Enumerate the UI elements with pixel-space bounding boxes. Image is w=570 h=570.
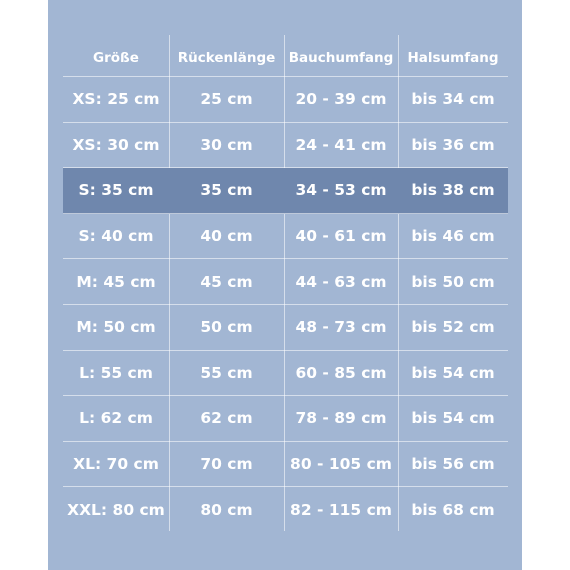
cell-back-length: 25 cm	[200, 90, 253, 109]
cell-back-length: 40 cm	[200, 227, 253, 246]
cell-neck-girth: bis 56 cm	[411, 455, 495, 474]
cell-neck-girth: bis 34 cm	[411, 90, 495, 109]
cell-neck-girth: bis 36 cm	[411, 135, 495, 154]
cell-neck-girth: bis 54 cm	[411, 409, 495, 428]
cell-belly-girth: 48 - 73 cm	[295, 318, 387, 337]
table-row	[63, 351, 508, 397]
header-belly-girth: Bauchumfang	[288, 49, 394, 66]
cell-back-length: 30 cm	[200, 135, 253, 154]
cell-belly-girth: 80 - 105 cm	[290, 455, 392, 474]
cell-neck-girth: bis 46 cm	[411, 227, 495, 246]
table-row	[63, 305, 508, 351]
cell-belly-girth: 78 - 89 cm	[295, 409, 387, 428]
cell-size: L: 55 cm	[79, 363, 153, 382]
table-row	[63, 214, 508, 260]
cell-size: M: 45 cm	[76, 272, 156, 291]
table-row	[63, 396, 508, 442]
table-row	[63, 259, 508, 305]
size-table	[63, 35, 508, 533]
cell-size: S: 35 cm	[78, 181, 154, 200]
cell-size: M: 50 cm	[76, 318, 156, 337]
cell-belly-girth: 34 - 53 cm	[295, 181, 387, 200]
cell-size: XS: 25 cm	[72, 90, 160, 109]
cell-size: XL: 70 cm	[73, 455, 159, 474]
table-row	[63, 487, 508, 533]
cell-belly-girth: 44 - 63 cm	[295, 272, 387, 291]
table-header-row	[63, 35, 508, 77]
cell-belly-girth: 40 - 61 cm	[295, 227, 387, 246]
header-neck-girth: Halsumfang	[407, 49, 499, 66]
cell-belly-girth: 24 - 41 cm	[295, 135, 387, 154]
table-row	[63, 442, 508, 488]
cell-size: L: 62 cm	[79, 409, 153, 428]
cell-back-length: 62 cm	[200, 409, 253, 428]
cell-neck-girth: bis 52 cm	[411, 318, 495, 337]
table-row	[63, 77, 508, 123]
table-row-highlighted	[63, 168, 508, 214]
cell-size: XS: 30 cm	[72, 135, 160, 154]
cell-back-length: 55 cm	[200, 363, 253, 382]
cell-back-length: 70 cm	[200, 455, 253, 474]
cell-neck-girth: bis 68 cm	[411, 501, 495, 520]
cell-belly-girth: 60 - 85 cm	[295, 363, 387, 382]
cell-belly-girth: 82 - 115 cm	[290, 501, 392, 520]
cell-back-length: 45 cm	[200, 272, 253, 291]
header-back-length: Rückenlänge	[177, 49, 276, 66]
cell-back-length: 50 cm	[200, 318, 253, 337]
cell-neck-girth: bis 50 cm	[411, 272, 495, 291]
cell-size: S: 40 cm	[78, 227, 154, 246]
cell-back-length: 80 cm	[200, 501, 253, 520]
header-size: Größe	[93, 49, 139, 66]
table-row	[63, 123, 508, 169]
cell-back-length: 35 cm	[200, 181, 253, 200]
cell-belly-girth: 20 - 39 cm	[295, 90, 387, 109]
cell-neck-girth: bis 38 cm	[411, 181, 495, 200]
cell-size: XXL: 80 cm	[67, 501, 165, 520]
cell-neck-girth: bis 54 cm	[411, 363, 495, 382]
